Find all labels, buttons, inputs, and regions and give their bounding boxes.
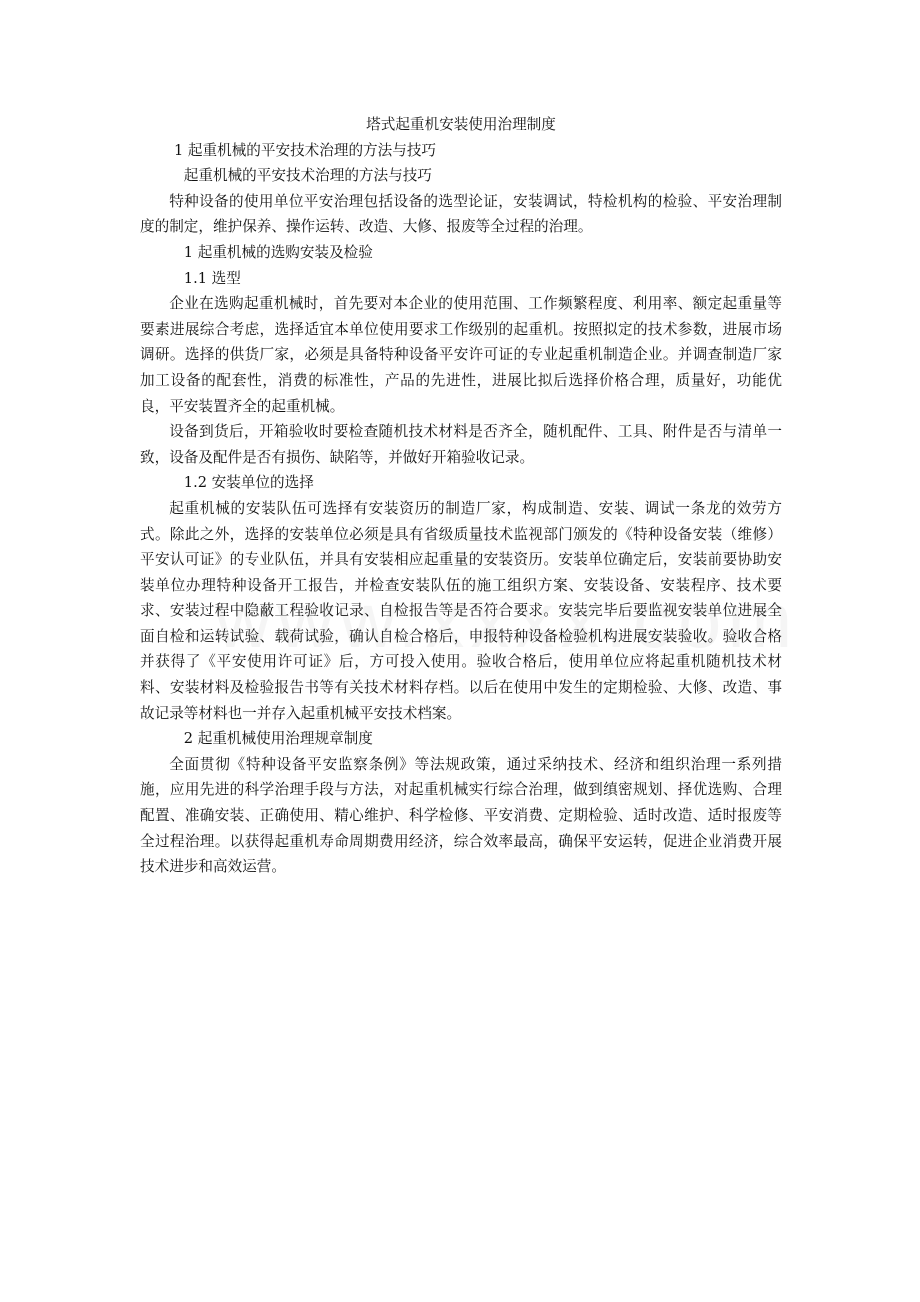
paragraph-4: 起重机械的安装队伍可选择有安装资历的制造厂家，构成制造、安装、调试一条龙的效劳方式。除此之外，选择的安装单位必须是具有省级质量技术监视部门颁发的《特种设备安装（维修）平安认可证》的专业队伍，并具有安装相应起重量的安装资历。安装单位确定后，安装前要协助安装单位办理特种设备开工报告，并检查安装队伍的施工组织方案、安装设备、安装程序、技术要求、安装过程中隐蔽工程验收记录、自检报告等是否符合要求。安装完毕后要监视安装单位进展全面自检和运转试验、载荷试验，确认自检合格后，申报特种设备检验机构进展安装验收。验收合格并获得了《平安使用许可证》后，方可投入使用。验收合格后，使用单位应将起重机随机技术材料、安装材料及检验报告书等有关技术材料存档。以后在使用中发生的定期检验、大修、改造、事故记录等材料也一并存入起重机械平安技术档案。: [140, 499, 782, 722]
section-heading-2: 2 起重机械使用治理规章制度: [183, 730, 373, 748]
section-heading-1-1: 1 起重机械的选购安装及检验: [183, 243, 373, 261]
section-heading-1-1-2: 1.2 安装单位的选择: [183, 474, 314, 492]
document-title: 塔式起重机安装使用治理制度: [366, 116, 556, 133]
document-body: [140, 112, 782, 880]
section-heading-1-1-1: 1.1 选型: [183, 269, 241, 287]
subheading-1: 起重机械的平安技术治理的方法与技巧: [183, 167, 432, 185]
paragraph-2: 企业在选购起重机械时，首先要对本企业的使用范围、工作频繁程度、利用率、额定起重量等要素进展综合考虑，选择适宜本单位使用要求工作级别的起重机。按照拟定的技术参数，进展市场调研。选择的供货厂家，必须是具备特种设备平安许可证的专业起重机制造企业。并调查制造厂家加工设备的配套性，消费的标准性，产品的先进性，进展比拟后选择价格合理，质量好，功能优良，平安装置齐全的起重机械。: [140, 295, 782, 415]
paragraph-5: 全面贯彻《特种设备平安监察条例》等法规政策，通过采纳技术、经济和组织治理一系列措施，应用先进的科学治理手段与方法，对起重机械实行综合治理，做到缜密规划、择优选购、合理配置、准确安装、正确使用、精心维护、科学检修、平安消费、定期检验、适时改造、适时报废等全过程治理。以获得起重机寿命周期费用经济，综合效率最高，确保平安运转，促进企业消费开展技术进步和高效运营。: [140, 755, 782, 876]
section-heading-1: 1 起重机械的平安技术治理的方法与技巧: [174, 141, 437, 159]
paragraph-3: 设备到货后，开箱验收时要检查随机技术材料是否齐全，随机配件、工具、附件是否与清单一致，设备及配件是否有损伤、缺陷等，并做好开箱验收记录。: [140, 423, 782, 466]
paragraph-1: 特种设备的使用单位平安治理包括设备的选型论证，安装调试，特检机构的检验、平安治理制度的制定，维护保养、操作运转、改造、大修、报废等全过程的治理。: [140, 192, 782, 236]
